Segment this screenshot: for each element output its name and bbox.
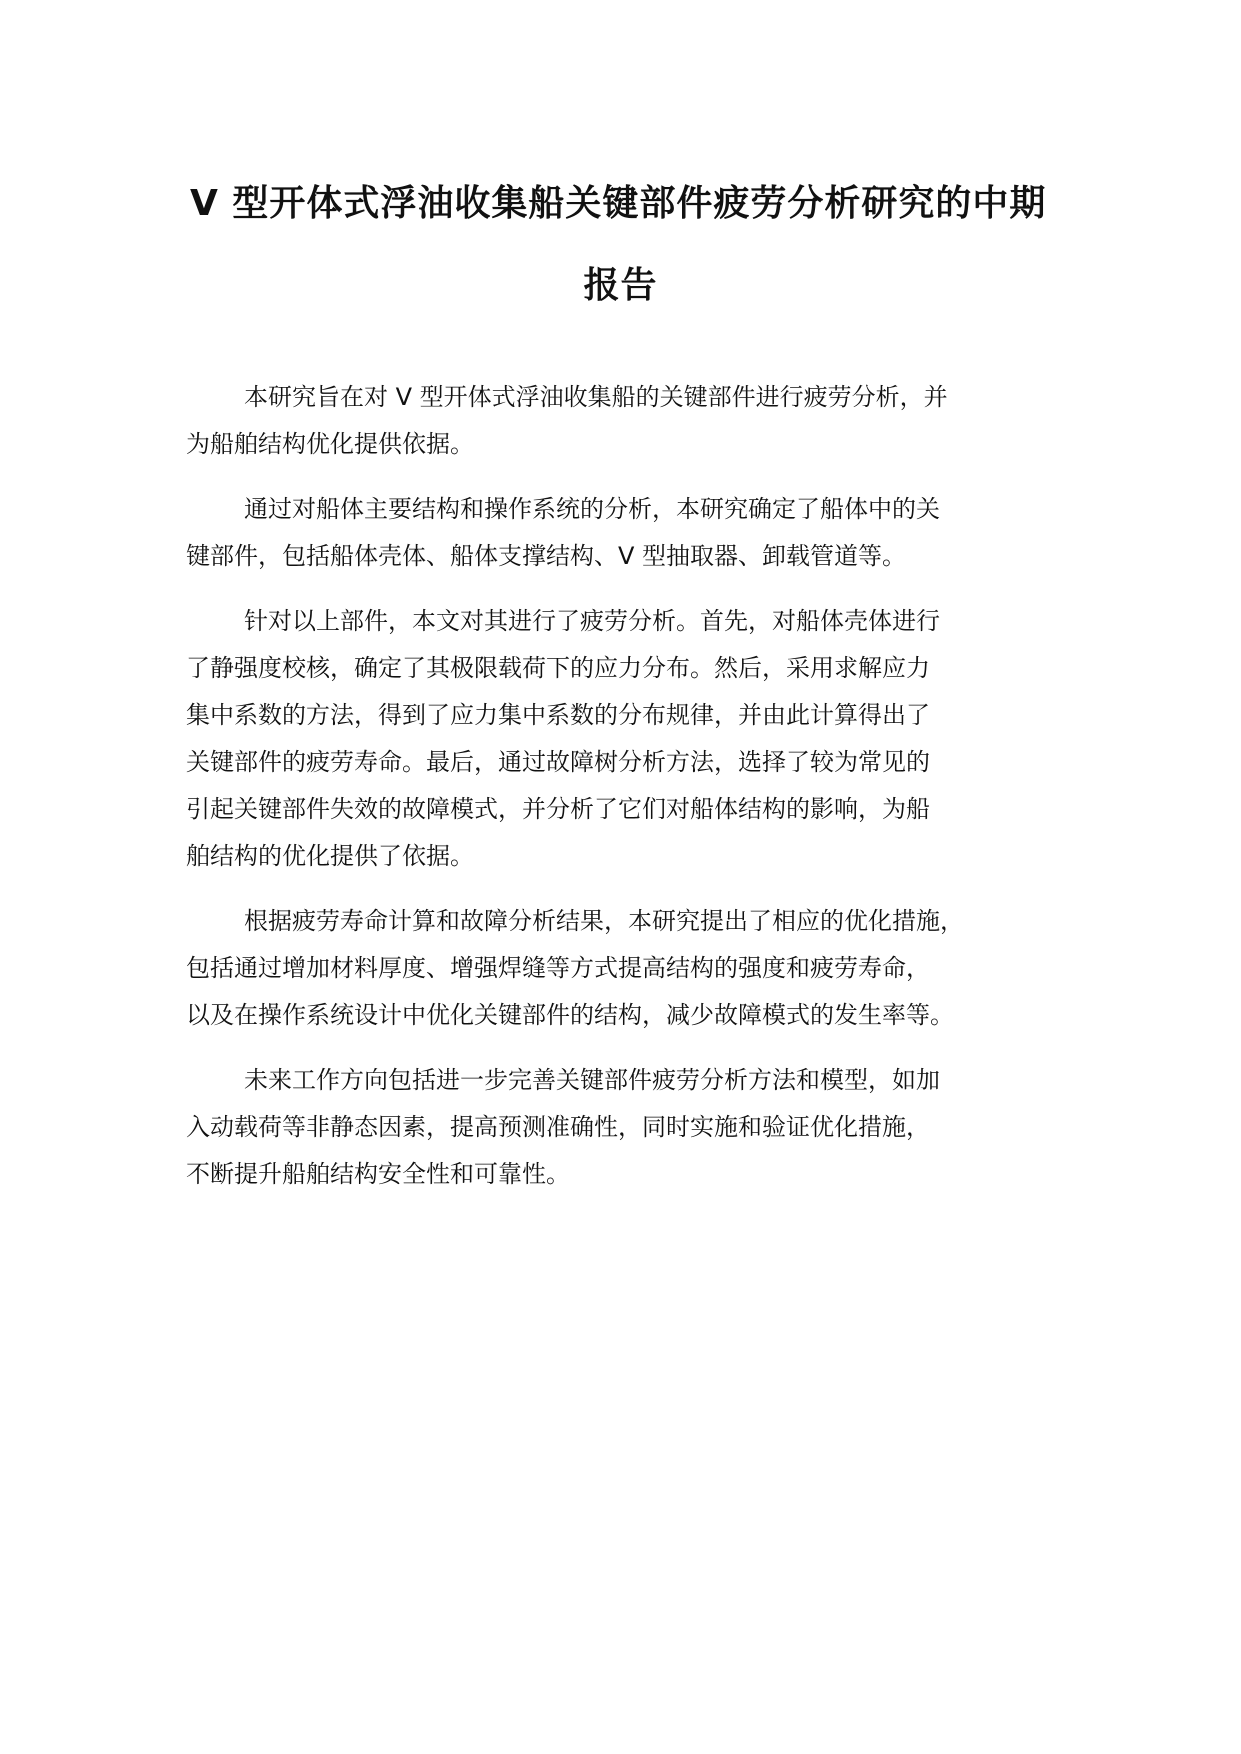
paragraph-line: 不断提升船舶结构安全性和可靠性。 — [186, 1160, 570, 1188]
paragraph-line: 入动载荷等非静态因素，提高预测准确性，同时实施和验证优化措施， — [186, 1113, 930, 1141]
paragraph-line: 集中系数的方法，得到了应力集中系数的分布规律，并由此计算得出了 — [186, 701, 930, 729]
paragraph-line: 根据疲劳寿命计算和故障分析结果，本研究提出了相应的优化措施， — [244, 907, 964, 935]
paragraph-line: 以及在操作系统设计中优化关键部件的结构，减少故障模式的发生率等。 — [186, 1001, 954, 1029]
paragraph-line: 包括通过增加材料厚度、增强焊缝等方式提高结构的强度和疲劳寿命， — [186, 954, 930, 982]
paragraph-3 — [186, 598, 1086, 880]
paragraph-line: 为船舶结构优化提供依据。 — [186, 430, 474, 458]
paragraph-line: 通过对船体主要结构和操作系统的分析，本研究确定了船体中的关 — [244, 495, 940, 523]
paragraph-line: 本研究旨在对 V 型开体式浮油收集船的关键部件进行疲劳分析，并 — [244, 383, 948, 411]
paragraph-4 — [186, 898, 1086, 1039]
paragraph-line: 舶结构的优化提供了依据。 — [186, 842, 474, 870]
document-title-line-1: V 型开体式浮油收集船关键部件疲劳分析研究的中期 — [190, 183, 1047, 224]
paragraph-line: 关键部件的疲劳寿命。最后，通过故障树分析方法，选择了较为常见的 — [186, 748, 930, 776]
paragraph-line: 键部件，包括船体壳体、船体支撑结构、V 型抽取器、卸载管道等。 — [186, 542, 907, 570]
paragraph-line: 了静强度校核，确定了其极限载荷下的应力分布。然后，采用求解应力 — [186, 654, 930, 682]
document-body — [186, 374, 1086, 1216]
paragraph-5 — [186, 1057, 1086, 1198]
paragraph-1 — [186, 374, 1086, 468]
paragraph-line: 针对以上部件，本文对其进行了疲劳分析。首先，对船体壳体进行 — [244, 607, 940, 635]
document-title-line-2: 报告 — [583, 265, 658, 306]
paragraph-line: 未来工作方向包括进一步完善关键部件疲劳分析方法和模型，如加 — [244, 1066, 940, 1094]
paragraph-line: 引起关键部件失效的故障模式，并分析了它们对船体结构的影响，为船 — [186, 795, 930, 823]
paragraph-2 — [186, 486, 1086, 580]
